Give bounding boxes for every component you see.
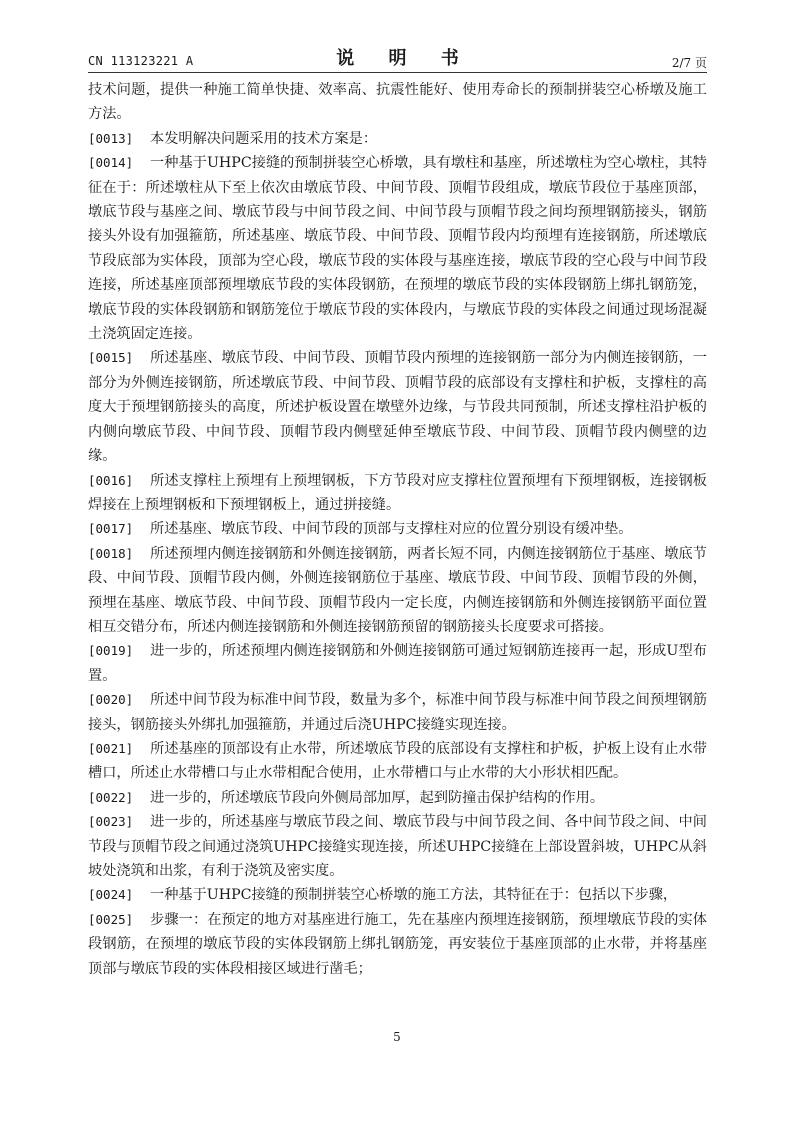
paragraph-text: 步骤一：在预定的地方对基座进行施工，先在基座内预埋连接钢筋，预埋墩底节段的实体段钢筋，在预埋的墩底节段的实体段钢筋上绑扎钢筋笼，再安装位于基座顶部的止水带，并将基座顶部与墩底节段的实体段相接区域进行凿毛； (88, 911, 707, 977)
paragraph-number: [0017] (88, 521, 134, 537)
page-indicator: 2/7 页 (671, 56, 707, 70)
paragraph-0016 (88, 469, 707, 518)
paragraph-0025 (88, 908, 707, 981)
paragraph-0017 (88, 517, 707, 541)
page-number: 5 (393, 1030, 401, 1044)
paragraph-0019 (88, 639, 707, 688)
paragraph-number: [0016] (88, 472, 134, 488)
paragraph-text: 所述基座、墩底节段、中间节段的顶部与支撑柱对应的位置分别设有缓冲垫。 (150, 521, 633, 538)
paragraph-0020 (88, 688, 707, 737)
header-rule (88, 72, 707, 73)
paragraph-text: 一种基于UHPC接缝的预制拼装空心桥墩，具有墩柱和基座，所述墩柱为空心墩柱，其特征在于：所述墩柱从下至上依次由墩底节段、中间节段、顶帽节段组成，墩底节段位于基座顶部，墩底节段与基座之间、墩底节段与中间节段之间、中间节段与顶帽节段之间均预埋钢筋接头，钢筋接头外设有加强箍筋，所述基座、墩底节段、中间节段、顶帽节段内均预埋有连接钢筋，所述墩底节段底部为实体段，顶部为空心段，墩底节段的实体段与基座连接，墩底节段的空心段与中间节段连接，所述基座顶部预埋墩底节段的实体段钢筋，在预埋的墩底节段的实体段钢筋上绑扎钢筋笼，墩底节段的实体段钢筋和钢筋笼位于墩底节段的实体段内，与墩底节段的实体段之间通过现场混凝土浇筑固定连接。 (88, 155, 707, 343)
paragraph-number: [0014] (88, 155, 134, 171)
paragraph-text: 技术问题，提供一种施工简单快捷、效率高、抗震性能好、使用寿命长的预制拼装空心桥墩及施工方法。 (88, 82, 707, 123)
paragraph-number: [0015] (88, 350, 134, 366)
paragraph-text: 所述基座的顶部设有止水带，所述墩底节段的底部设有支撑柱和护板，护板上设有止水带槽口，所述止水带槽口与止水带相配合使用，止水带槽口与止水带的大小形状相匹配。 (88, 740, 707, 782)
paragraph-number: [0023] (88, 814, 134, 830)
publication-number: CN 113123221 A (88, 54, 194, 68)
paragraph-0018 (88, 542, 707, 640)
page-header (88, 44, 707, 72)
paragraph-text: 本发明解决问题采用的技术方案是： (150, 130, 378, 147)
paragraph-number: [0019] (88, 643, 134, 659)
paragraph-0013 (88, 127, 707, 151)
description-body (88, 78, 707, 981)
page-footer (0, 1030, 794, 1044)
paragraph-number: [0013] (88, 130, 134, 146)
paragraph-number: [0021] (88, 740, 134, 756)
paragraph-0023 (88, 810, 707, 883)
paragraph-text: 所述基座、墩底节段、中间节段、顶帽节段内预埋的连接钢筋一部分为内侧连接钢筋，一部分为外侧连接钢筋，所述墩底节段、中间节段、顶帽节段的底部设有支撑柱和护板，支撑柱的高度大于预埋钢筋接头的高度，所述护板设置在墩壁外边缘，与节段共同预制，所述支撑柱沿护板的内侧向墩底节段、中间节段、顶帽节段内侧壁延伸至墩底节段、中间节段、顶帽节段内侧壁的边缘。 (88, 350, 707, 465)
paragraph-text: 进一步的，所述预埋内侧连接钢筋和外侧连接钢筋可通过短钢筋连接再一起，形成U型布置。 (88, 643, 707, 684)
paragraph-0024 (88, 883, 707, 907)
paragraph-text: 所述中间节段为标准中间节段，数量为多个，标准中间节段与标准中间节段之间预埋钢筋接头，钢筋接头外绑扎加强箍筋，并通过后浇UHPC接缝实现连接。 (88, 692, 707, 733)
paragraph-0014 (88, 151, 707, 346)
paragraph-number: [0024] (88, 887, 134, 903)
paragraph-number: [0022] (88, 789, 134, 805)
paragraph-text: 所述预埋内侧连接钢筋和外侧连接钢筋，两者长短不同，内侧连接钢筋位于基座、墩底节段、中间节段、顶帽节段内侧，外侧连接钢筋位于基座、墩底节段、中间节段、顶帽节段的外侧，预埋在基座、墩底节段、中间节段、顶帽节段内一定长度，内侧连接钢筋和外侧连接钢筋平面位置相互交错分布，所述内侧连接钢筋和外侧连接钢筋预留的钢筋接头长度要求可搭接。 (88, 545, 707, 635)
paragraph-text: 一种基于UHPC接缝的预制拼装空心桥墩的施工方法，其特征在于：包括以下步骤， (150, 887, 678, 904)
paragraph-text: 进一步的，所述墩底节段向外侧局部加厚，起到防撞击保护结构的作用。 (150, 789, 605, 806)
paragraph-number: [0020] (88, 692, 134, 708)
paragraph-0022 (88, 786, 707, 810)
paragraph-continuation (88, 78, 707, 127)
paragraph-0015 (88, 346, 707, 468)
document-title: 说 明 书 (336, 48, 473, 69)
paragraph-text: 所述支撑柱上预埋有上预埋钢板，下方节段对应支撑柱位置预埋有下预埋钢板，连接钢板焊接在上预埋钢板和下预埋钢板上，通过拼接缝。 (88, 472, 707, 513)
paragraph-text: 进一步的，所述基座与墩底节段之间、墩底节段与中间节段之间、各中间节段之间、中间节段与顶帽节段之间通过浇筑UHPC接缝实现连接，所述UHPC接缝在上部设置斜坡，UHPC从斜坡处浇筑和出浆，有利于浇筑及密实度。 (88, 814, 707, 879)
paragraph-number: [0018] (88, 545, 134, 561)
paragraph-number: [0025] (88, 911, 134, 927)
paragraph-0021 (88, 737, 707, 786)
